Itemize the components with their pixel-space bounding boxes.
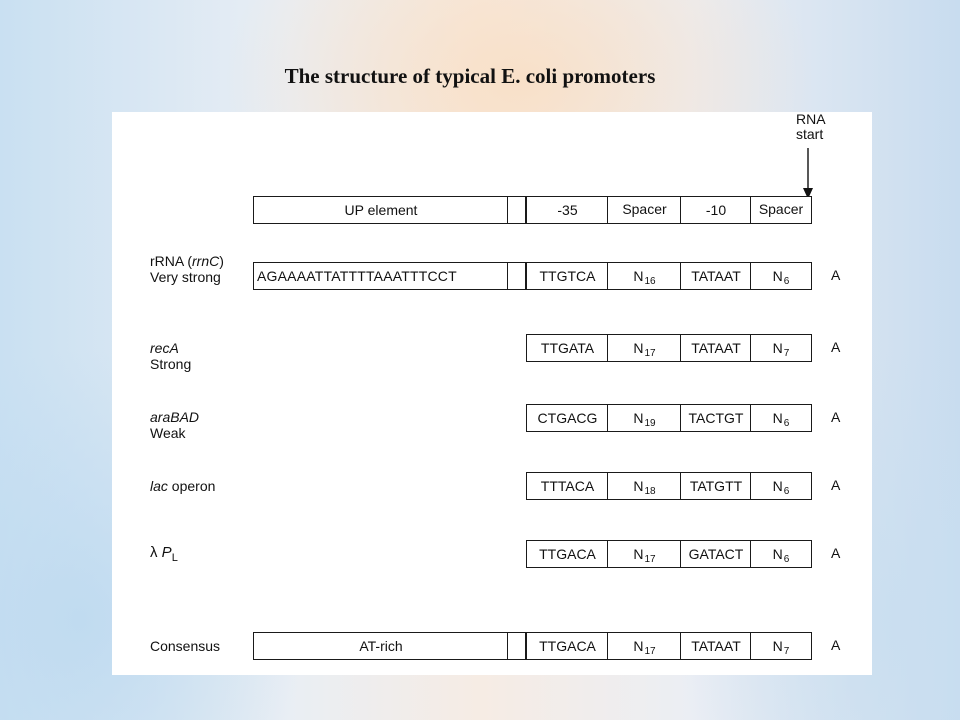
spacer2-length: N 7 bbox=[750, 334, 812, 362]
promoter-name-label bbox=[150, 409, 199, 441]
promoter-diagram bbox=[112, 112, 872, 675]
start-nucleotide: A bbox=[831, 339, 841, 355]
start-nucleotide: A bbox=[831, 409, 841, 425]
spacer1-length: N 17 bbox=[607, 632, 682, 660]
minus10-sequence: TATAAT bbox=[680, 262, 752, 290]
spacer1-length: N 17 bbox=[607, 334, 682, 362]
minus10-sequence: GATACT bbox=[680, 540, 752, 568]
minus35-sequence: TTGACA bbox=[526, 540, 609, 568]
spacer1-length: N 17 bbox=[607, 540, 682, 568]
start-nucleotide: A bbox=[831, 477, 841, 493]
promoter-strength: Very strong bbox=[150, 269, 221, 285]
minus10-sequence: TATAAT bbox=[680, 334, 752, 362]
start-nucleotide: A bbox=[831, 637, 841, 653]
rna-start-line2: start bbox=[796, 126, 824, 142]
minus35-sequence: TTGTCA bbox=[526, 262, 609, 290]
spacer2-length: N 7 bbox=[750, 632, 812, 660]
rna-start-label bbox=[796, 112, 826, 142]
minus10-sequence: TACTGT bbox=[680, 404, 752, 432]
minus35-sequence: CTGACG bbox=[526, 404, 609, 432]
promoter-name: Consensus bbox=[150, 638, 221, 654]
spacer1-length: N 18 bbox=[607, 472, 682, 500]
promoter-name: λ $P_L$ bbox=[150, 544, 178, 564]
lambda-symbol: λ bbox=[150, 544, 158, 561]
header-spacer2: Spacer bbox=[750, 196, 812, 224]
header-minus35: -35 bbox=[526, 196, 609, 224]
promoter-name: araBAD bbox=[150, 409, 200, 425]
start-nucleotide: A bbox=[831, 545, 841, 561]
promoter-name-label bbox=[150, 478, 215, 494]
minus35-sequence: TTTACA bbox=[526, 472, 609, 500]
spacer1-length: N 16 bbox=[607, 262, 682, 290]
promoter-name-label bbox=[150, 340, 191, 372]
promoter-name-label bbox=[150, 638, 220, 654]
minus35-sequence: TTGACA bbox=[526, 632, 609, 660]
spacer2-length: N 6 bbox=[750, 540, 812, 568]
promoter-name: recA bbox=[150, 340, 179, 356]
start-nucleotide: A bbox=[831, 267, 841, 283]
spacer2-length: N 6 bbox=[750, 262, 812, 290]
minus10-sequence: TATAAT bbox=[680, 632, 752, 660]
minus35-sequence: TTGATA bbox=[526, 334, 609, 362]
rna-start-arrow-icon bbox=[802, 148, 814, 200]
spacer2-length: N 6 bbox=[750, 472, 812, 500]
up-element-sequence: AGAAAATTATTTTAAATTTCCT bbox=[253, 262, 509, 290]
gap-cell bbox=[507, 262, 526, 290]
promoter-strength: Strong bbox=[150, 356, 192, 372]
spacer1-length: N 19 bbox=[607, 404, 682, 432]
promoter-name: lac operon bbox=[150, 478, 216, 494]
promoter-name: rRNA (rrnC) bbox=[150, 253, 224, 269]
header-gap-cell bbox=[507, 196, 526, 224]
minus10-sequence: TATGTT bbox=[680, 472, 752, 500]
slide-title: The structure of typical E. coli promoters bbox=[284, 64, 656, 88]
header-minus10: -10 bbox=[680, 196, 752, 224]
promoter-strength: Weak bbox=[150, 425, 186, 441]
header-spacer1: Spacer bbox=[607, 196, 682, 224]
promoter-name-label bbox=[150, 253, 224, 285]
gap-cell bbox=[507, 632, 526, 660]
up-element-sequence: AT-rich bbox=[253, 632, 509, 660]
header-up-element: UP element bbox=[253, 196, 509, 224]
rna-start-line1: RNA bbox=[796, 111, 826, 127]
spacer2-length: N 6 bbox=[750, 404, 812, 432]
promoter-name-label bbox=[150, 545, 178, 562]
